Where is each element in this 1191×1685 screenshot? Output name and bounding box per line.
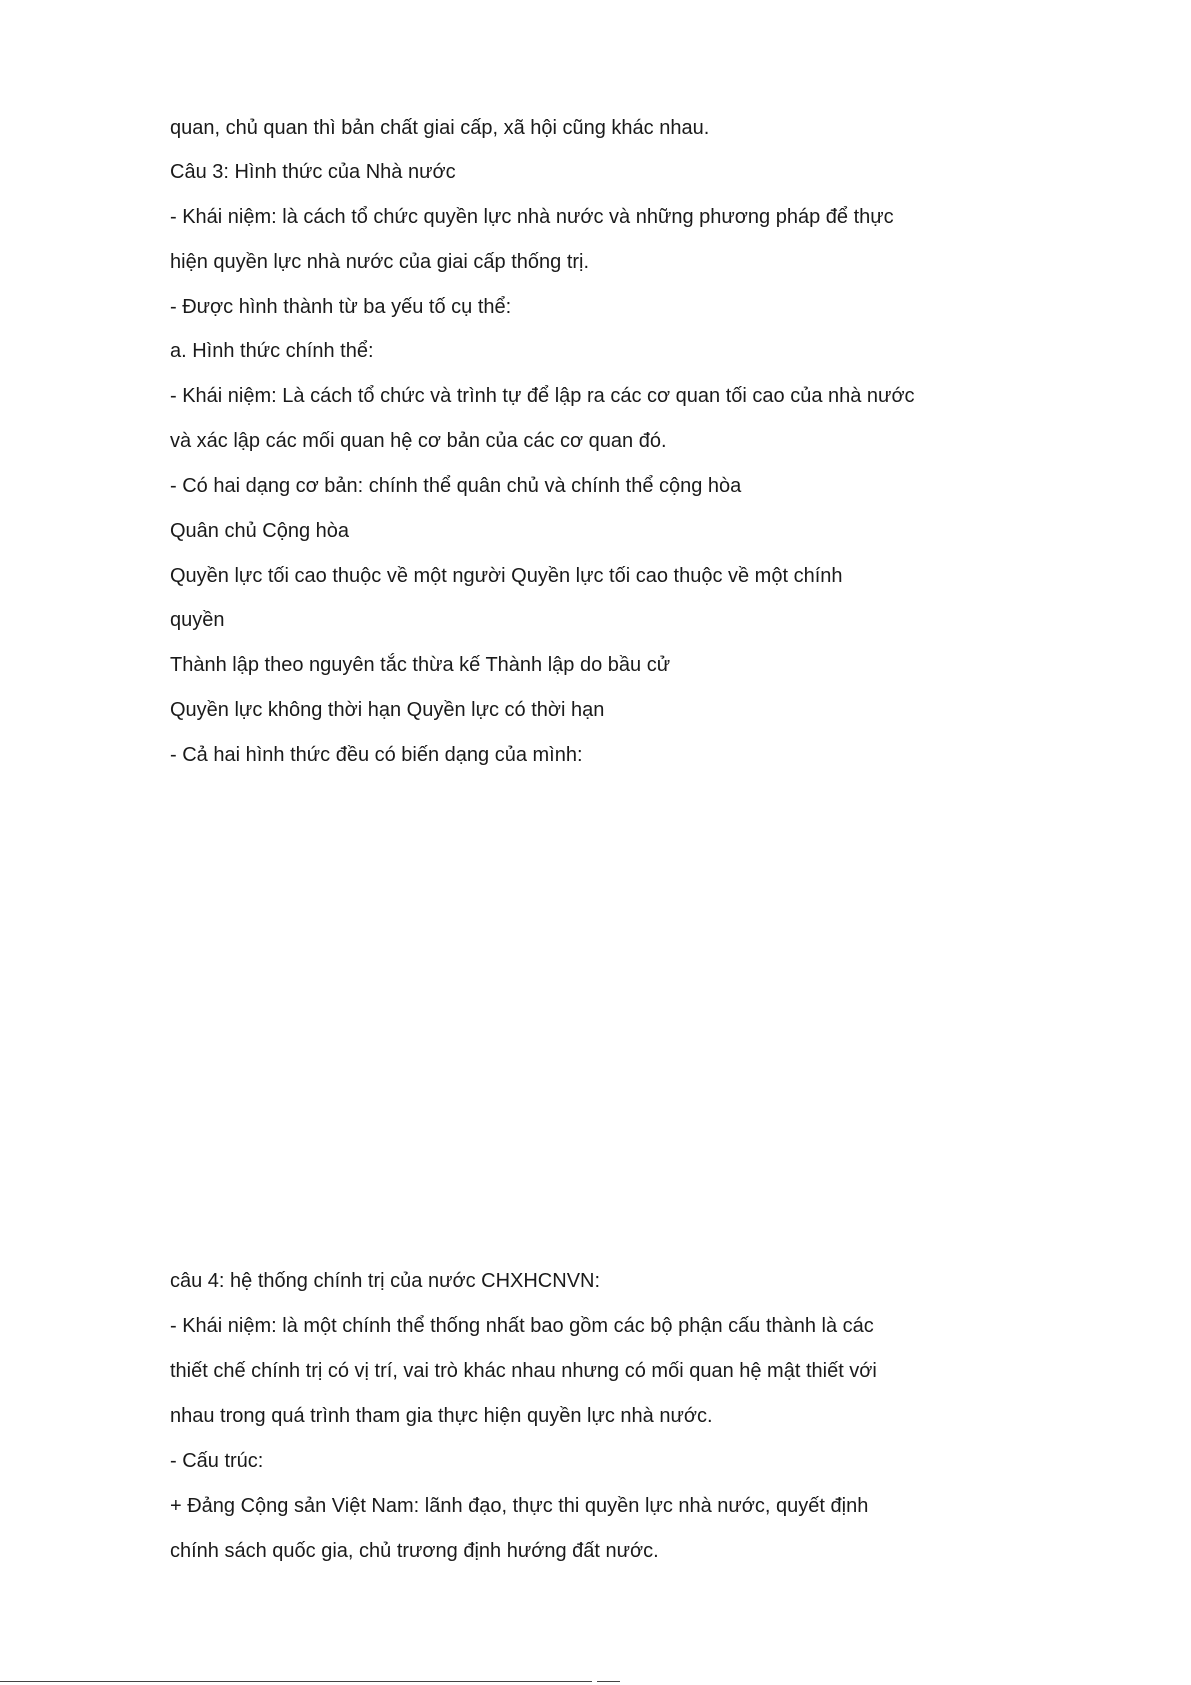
text-line: Quân chủ Cộng hòa xyxy=(170,520,350,542)
text-line: chính sách quốc gia, chủ trương định hướng đất nước. xyxy=(170,1540,659,1562)
text-line: + Đảng Cộng sản Việt Nam: lãnh đạo, thực thi quyền lực nhà nước, quyết định xyxy=(170,1495,869,1517)
text-line: Quyền lực không thời hạn Quyền lực có thời hạn xyxy=(170,699,605,721)
section-heading: Câu 3: Hình thức của Nhà nước xyxy=(170,161,456,183)
section-heading: câu 4: hệ thống chính trị của nước CHXHCNVN: xyxy=(170,1270,601,1292)
text-line: - Khái niệm: là một chính thể thống nhất bao gồm các bộ phận cấu thành là các xyxy=(170,1315,874,1337)
text-line: thiết chế chính trị có vị trí, vai trò khác nhau nhưng có mối quan hệ mật thiết với xyxy=(170,1360,877,1382)
text-line: quyền xyxy=(170,609,225,631)
text-line: - Cấu trúc: xyxy=(170,1450,264,1472)
text-line: - Có hai dạng cơ bản: chính thể quân chủ và chính thể cộng hòa xyxy=(170,475,742,497)
text-line: nhau trong quá trình tham gia thực hiện quyền lực nhà nước. xyxy=(170,1405,713,1427)
text-line: Quyền lực tối cao thuộc về một người Quyền lực tối cao thuộc về một chính xyxy=(170,565,843,587)
page-bottom-rule-segment xyxy=(597,1681,620,1682)
text-line: - Khái niệm: là cách tổ chức quyền lực nhà nước và những phương pháp để thực xyxy=(170,206,894,228)
text-line: và xác lập các mối quan hệ cơ bản của các cơ quan đó. xyxy=(170,430,667,452)
text-line: Thành lập theo nguyên tắc thừa kế Thành lập do bầu cử xyxy=(170,654,671,676)
text-line: hiện quyền lực nhà nước của giai cấp thống trị. xyxy=(170,251,590,273)
subsection-heading: a. Hình thức chính thể: xyxy=(170,340,374,362)
text-line: - Cả hai hình thức đều có biến dạng của mình: xyxy=(170,744,583,766)
text-line: - Được hình thành từ ba yếu tố cụ thể: xyxy=(170,296,512,318)
text-line: - Khái niệm: Là cách tổ chức và trình tự để lập ra các cơ quan tối cao của nhà nước xyxy=(170,385,915,407)
text-line: quan, chủ quan thì bản chất giai cấp, xã hội cũng khác nhau. xyxy=(170,117,710,139)
page-bottom-rule xyxy=(0,1681,592,1682)
